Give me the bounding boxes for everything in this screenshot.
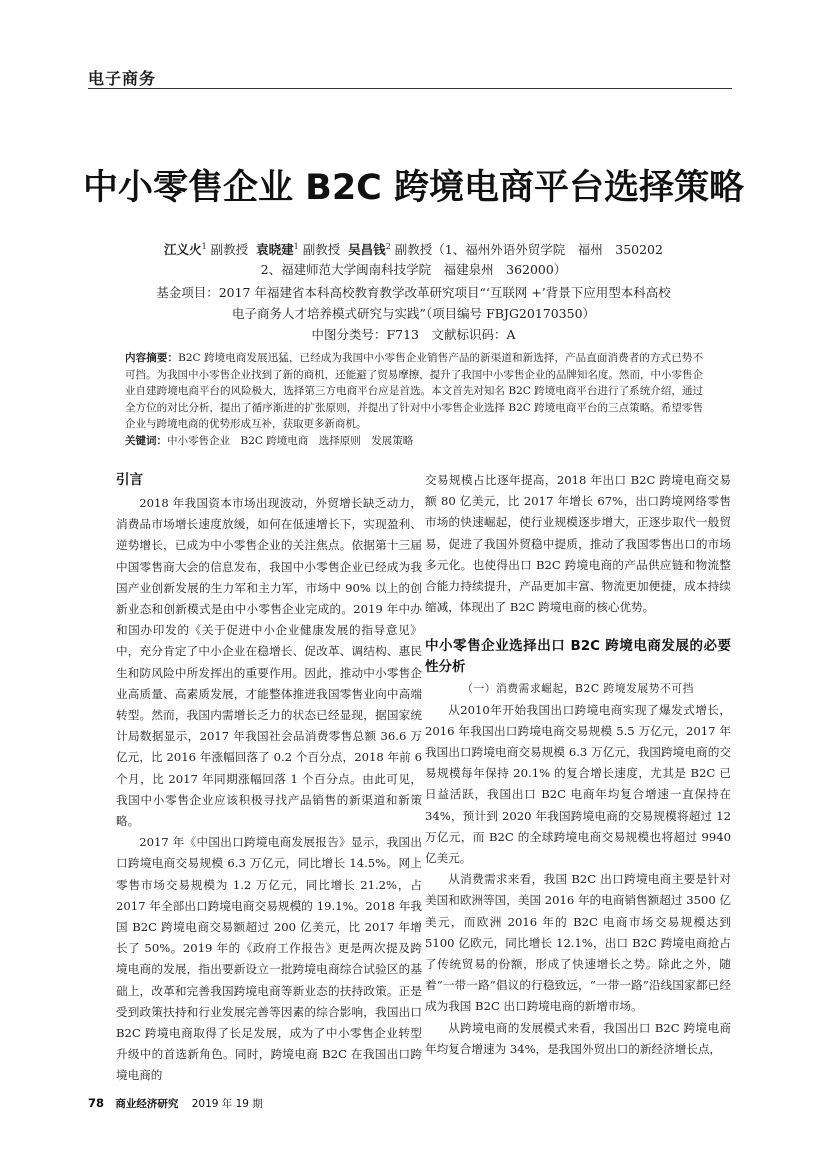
author-affiliation-mark: 2 <box>385 242 391 251</box>
author-affiliation-mark: 1 <box>293 242 299 251</box>
abstract-body <box>125 350 703 433</box>
author-title: 副教授 <box>210 242 249 258</box>
issue-label: 2019 年 19 期 <box>191 1098 263 1110</box>
keywords <box>125 433 703 450</box>
paragraph: 交易规模占比逐年提高，2018 年出口 B2C 跨境电商交易额 80 亿美元，比 2017 年增长 67%，出口跨境网络零售市场的快速崛起，使行业规模逐步增大，正逐步取代一般贸易，促进了我国外贸稳中提质，推动了我国零售出口的市场多元化。也使得出口 B2C 跨境电商的产品供应链和物流整合能力持续提升，产品更加丰富、物流更加便捷，成本持续缩减，体现出了 B2C 跨境电商的核心优势。 <box>425 473 731 615</box>
author-title: 副教授 <box>302 242 341 258</box>
author-name: 袁晓建 <box>256 242 294 258</box>
section-spacer <box>425 618 731 636</box>
classification-line: 中图分类号：F713 文献标识码：A <box>311 327 516 342</box>
abstract-label: 内容摘要： <box>125 352 179 364</box>
affiliation-2: 2、福建师范大学闽南科技学院 福建泉州 362000） <box>260 262 567 277</box>
keywords-label: 关键词： <box>125 434 167 447</box>
author-line <box>100 236 727 260</box>
affiliation-1: （1、福州外语外贸学院 福州 350202 <box>432 242 663 258</box>
paragraph: 从跨境电商的发展模式来看，我国出口 B2C 跨境电商年均复合增速为 34%，是我国外贸出口的新经济增长点， <box>425 1020 731 1056</box>
intro-heading: 引言 <box>116 472 143 488</box>
right-column <box>425 470 731 1060</box>
abstract-text: B2C 跨境电商发展迅猛，已经成为我国中小零售企业销售产品的新渠道和新选择，产品直面消费者的方式已势不可挡。为我国中小零售企业找到了新的商机，还能避了贸易摩擦，提升了我国中小零售企业的品牌知名度。然而，中小零售企业自建跨境电商平台的风险极大，选择第三方电商平台应是首选。本文首先对知名 B2C 跨境电商平台进行了系统介绍，通过全方位的对比分析，提出了循序渐进的扩张原则，并提出了针对中小零售企业选择 B2C 跨境电商平台的三点策略。希望零售企业与跨境电商的优势形成互补，获取更多新商机。 <box>125 352 703 430</box>
left-column <box>116 470 422 1087</box>
page-number: 78 <box>88 1096 105 1110</box>
journal-name: 商业经济研究 <box>115 1098 179 1110</box>
author-name: 吴昌钱 <box>348 242 386 258</box>
author-name: 江义火 <box>164 242 202 258</box>
paragraph: 从消费需求来看，我国 B2C 出口跨境电商主要是针对美国和欧洲等国，美国 2016 年的电商销售额超过 3500 亿美元，而欧洲 2016 年的 B2C 电商市场交易规模达到 5100 亿欧元，同比增长 12.1%，出口 B2C 跨境电商抢占了传统贸易的份额，形成了快速增长之势。除此之外，随着“一带一路”倡议的行稳致远，“一带一路”沿线国家都已经成为我国 B2C 出口跨境电商的新增市场。 <box>425 872 731 1014</box>
fund-line-1: 基金项目：2017 年福建省本科高校教育教学改革研究项目“‘互联网 +’背景下应用型本科高校 <box>156 285 671 300</box>
subsection-heading: （一）消费需求崛起，B2C 跨境发展势不可挡 <box>462 682 694 696</box>
page-footer <box>88 1096 263 1111</box>
section-heading: 中小零售企业选择出口 B2C 跨境电商发展的必要性分析 <box>425 638 731 676</box>
keywords-text: 中小零售企业 B2C 跨境电商 选择原则 发展策略 <box>167 434 414 447</box>
section-label: 电子商务 <box>88 69 157 88</box>
paragraph: 2018 年我国资本市场出现波动，外贸增长缺乏动力，消费品市场增长速度放缓，如何在低速增长下，实现盈利、逆势增长，已成为中小零售企业的关注焦点。依据第十三届中国零售商大会的信息发布，我国中小零售企业已经成为我国产业创新发展的生力军和主力军，市场中 90% 以上的创新业态和创新模式是由中小零售企业完成的。2019 年中办和国办印发的《关于促进中小企业健康发展的指导意见》中，充分肯定了中小企业在稳增长、促改革、调结构、惠民生和防风险中所发挥出的重要作用。因此，推动中小零售企业高质量、高素质发展，才能整体推进我国零售业向中高端转型。然而，我国内需增长乏力的状态已经显现，据国家统计局数据显示，2017 年我国社会品消费零售总额 36.6 万亿元，比 2016 年涨幅回落了 0.2 个百分点，2018 年前 6 个月，比 2017 年同期涨幅回落 1 个百分点。由此可见，我国中小零售企业应该积极寻找产品销售的新渠道和新策略。 <box>116 496 422 829</box>
author-title: 副教授 <box>394 242 433 258</box>
paragraph: 从2010年开始我国出口跨境电商实现了爆发式增长，2016 年我国出口跨境电商交易规模 5.5 万亿元，2017 年我国出口跨境电商交易规模 6.3 万亿元，我国跨境电商的交易规模每年保持 20.1% 的复合增长速度，尤其是 B2C 已日益活跃，我国出口 B2C 电商年均复合增速一直保持在 34%，预计到 2020 年我国跨境电商的交易规模将超过 12 万亿元，而 B2C 的全球跨境电商交易规模也将超过 9940 亿美元。 <box>425 702 731 866</box>
header-divider <box>88 88 732 89</box>
author-affiliation-mark: 1 <box>201 242 207 251</box>
abstract <box>125 350 703 449</box>
paragraph: 2017 年《中国出口跨境电商发展报告》显示，我国出口跨境电商交易规模 6.3 万亿元，同比增长 14.5%。网上零售市场交易规模为 1.2 万亿元，同比增长 21.2%，占 2017 年全部出口跨境电商交易规模的 19.1%。2018 年我国 B2C 跨境电商交易额超过 200 亿美元，比 2017 年增长了 50%。2019 年的《政府工作报告》更是两次提及跨境电商的发展，指出要新设立一批跨境电商综合试验区的基础上，改革和完善我国跨境电商等新业态的扶持政策。正是受到政策扶持和行业发展完善等因素的综合影响，我国出口 B2C 跨境电商取得了长足发展，成为了中小零售企业转型升级中的首选新角色。同时，跨境电商 B2C 在我国出口跨境电商的 <box>116 835 422 1083</box>
article-title: 中小零售企业 B2C 跨境电商平台选择策略 <box>82 168 745 208</box>
fund-line-2: 电子商务人才培养模式研究与实践”（项目编号 FBJG20170350） <box>231 306 596 321</box>
